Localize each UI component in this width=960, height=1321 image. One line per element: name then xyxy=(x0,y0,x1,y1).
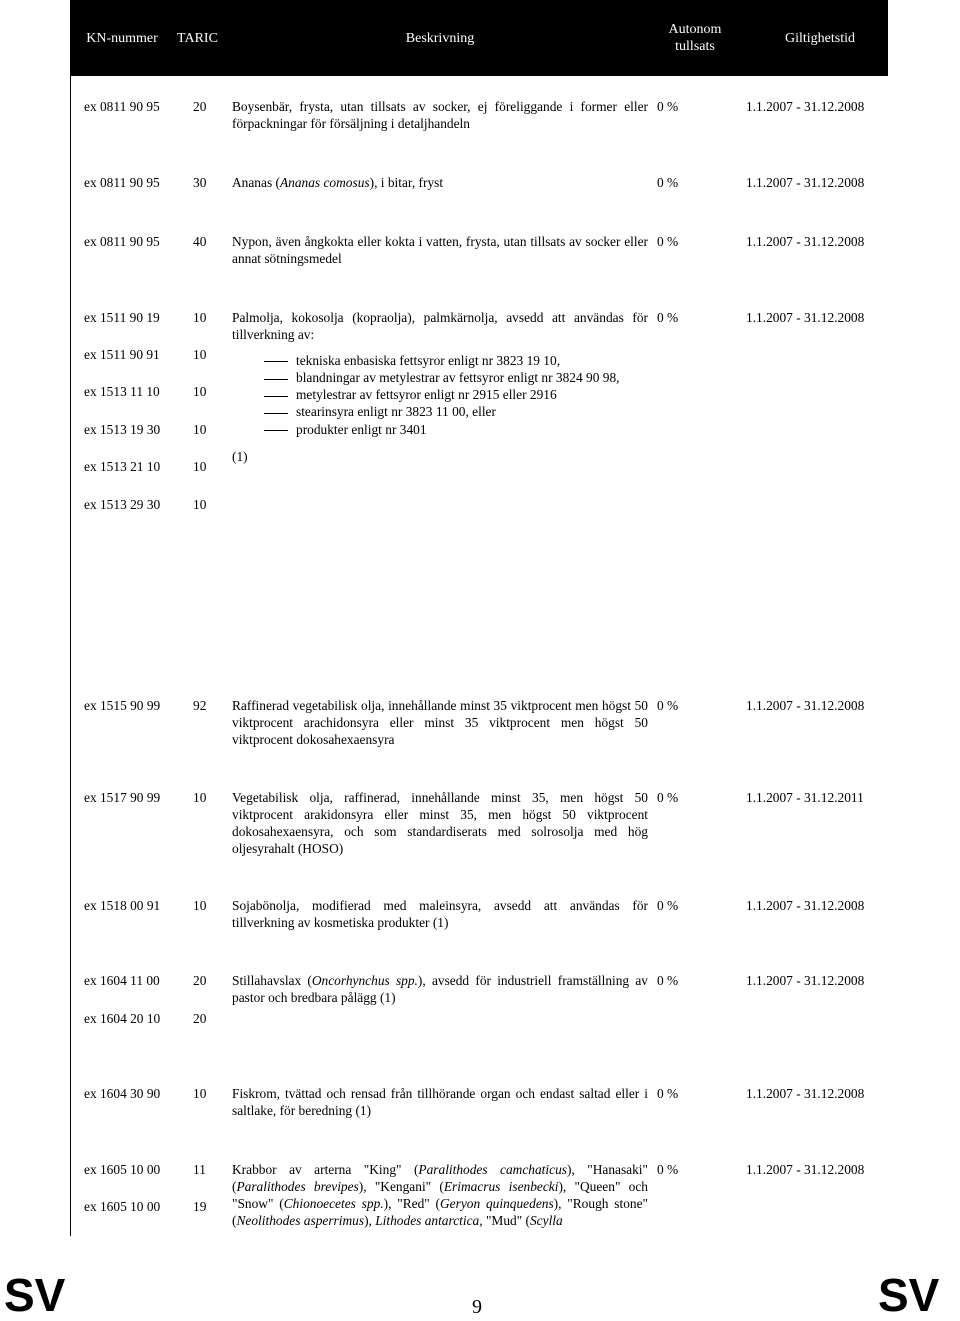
row-kn: ex 1513 19 30 xyxy=(84,422,161,437)
row-rate: 0 % xyxy=(657,1162,679,1177)
row-description: Raffinerad vegetabilisk olja, innehållande minst 35 viktprocent men högst 50 viktprocent arachidonsyra eller minst 35 viktprocent men högst 50 viktprocent dokosahexaensyra xyxy=(232,698,648,747)
row-kn: ex 1517 90 99 xyxy=(84,790,161,805)
species-name: Erimacrus isenbecki xyxy=(443,1179,559,1194)
header-autonom-line2: tullsats xyxy=(675,39,715,54)
language-code-right: SV xyxy=(878,1269,940,1321)
list-dash xyxy=(264,430,288,431)
row-kn: ex 0811 90 95 xyxy=(84,99,160,114)
list-item: blandningar av metylestrar av fettsyror enligt nr 3824 90 98, xyxy=(296,370,620,385)
page-number: 9 xyxy=(472,1296,482,1318)
row-rate: 0 % xyxy=(657,1086,679,1101)
row-kn: ex 1515 90 99 xyxy=(84,698,161,713)
desc-text: ), "Red" ( xyxy=(383,1196,441,1211)
list-item: tekniska enbasiska fettsyror enligt nr 3823 19 10, xyxy=(296,353,561,368)
row-kn: ex 1604 20 10 xyxy=(84,1011,161,1026)
desc-text: Stillahavslax ( xyxy=(232,973,312,988)
list-item: stearinsyra enligt nr 3823 11 00, eller xyxy=(296,404,496,419)
row-taric: 10 xyxy=(193,422,207,437)
row-rate: 0 % xyxy=(657,99,679,114)
desc-text: ), "Queen" och "Snow" ( xyxy=(232,1179,648,1211)
row-validity: 1.1.2007 - 31.12.2008 xyxy=(746,1086,865,1101)
table-left-border xyxy=(70,76,71,1236)
list-dash xyxy=(264,396,288,397)
row-description: Palmolja, kokosolja (kopraolja), palmkärnolja, avsedd att användas för tillverkning av: xyxy=(232,310,648,342)
row-taric: 10 xyxy=(193,459,207,474)
row-taric: 20 xyxy=(193,973,207,988)
row-taric: 10 xyxy=(193,790,207,805)
row-validity: 1.1.2007 - 31.12.2008 xyxy=(746,175,865,190)
desc-text: ), "Hanasaki" ( xyxy=(232,1162,648,1194)
row-description: Vegetabilisk olja, raffinerad, innehållande minst 35, men högst 50 viktprocent arakidonsyra eller minst 35, men högst 50 viktprocent dokosahexaensyra, och som standardiserats med solrosolja med hög oljesyrahalt (HOSO) xyxy=(232,790,648,856)
row-kn: ex 1604 30 90 xyxy=(84,1086,161,1101)
row-rate: 0 % xyxy=(657,234,679,249)
row-validity: 1.1.2007 - 31.12.2008 xyxy=(746,1162,865,1177)
row-validity: 1.1.2007 - 31.12.2008 xyxy=(746,234,865,249)
row-rate: 0 % xyxy=(657,898,679,913)
row-taric: 10 xyxy=(193,1086,207,1101)
row-rate: 0 % xyxy=(657,698,679,713)
header-kn: KN-nummer xyxy=(86,31,158,46)
desc-text: Krabbor av arterna "King" ( xyxy=(232,1162,419,1177)
row-kn: ex 1513 29 30 xyxy=(84,497,161,512)
desc-text: ), xyxy=(364,1213,376,1228)
row-validity: 1.1.2007 - 31.12.2008 xyxy=(746,898,865,913)
row-validity: 1.1.2007 - 31.12.2008 xyxy=(746,698,865,713)
row-rate: 0 % xyxy=(657,310,679,325)
species-name: Paralithodes camchaticus xyxy=(418,1162,567,1177)
desc-text: , "Mud" ( xyxy=(479,1213,530,1228)
row-description xyxy=(232,174,648,191)
row-taric: 10 xyxy=(193,898,207,913)
row-rate: 0 % xyxy=(657,973,679,988)
list-dash xyxy=(264,361,288,362)
desc-text: ), "Kengani" ( xyxy=(358,1179,444,1194)
row-description xyxy=(232,972,648,1006)
list-dash xyxy=(264,379,288,380)
row-kn: ex 1605 10 00 xyxy=(84,1199,161,1214)
species-name: Neolithodes asperrimus xyxy=(236,1213,365,1228)
desc-text: ), avsedd för industriell framställning av pastor och bredbara pålägg (1) xyxy=(232,973,648,1005)
row-kn: ex 0811 90 95 xyxy=(84,234,160,249)
header-autonom-line1: Autonom xyxy=(668,22,722,37)
row-kn: ex 1513 11 10 xyxy=(84,384,160,399)
row-rate: 0 % xyxy=(657,175,679,190)
row-kn: ex 1604 11 00 xyxy=(84,973,160,988)
list-item: produkter enligt nr 3401 xyxy=(296,422,427,437)
row-taric: 40 xyxy=(193,234,207,249)
row-kn: ex 1513 21 10 xyxy=(84,459,161,474)
species-name: Scylla xyxy=(529,1213,563,1228)
row-description: Nypon, även ångkokta eller kokta i vatten, frysta, utan tillsats av socker eller annat sötningsmedel xyxy=(232,234,648,266)
row-taric: 10 xyxy=(193,384,207,399)
row-validity: 1.1.2007 - 31.12.2008 xyxy=(746,310,865,325)
row-taric: 30 xyxy=(193,175,207,190)
header-taric: TARIC xyxy=(177,31,218,46)
row-taric: 20 xyxy=(193,1011,207,1026)
row-taric: 20 xyxy=(193,99,207,114)
row-taric: 10 xyxy=(193,497,207,512)
row-kn: ex 1511 90 19 xyxy=(84,310,160,325)
row-description xyxy=(232,1161,648,1229)
row-validity: 1.1.2007 - 31.12.2008 xyxy=(746,973,865,988)
row-taric: 11 xyxy=(193,1162,206,1177)
header-validity: Giltighetstid xyxy=(785,31,855,46)
species-name: Lithodes antarctica xyxy=(375,1213,480,1228)
species-name: Paralithodes brevipes xyxy=(236,1179,359,1194)
row-kn: ex 1511 90 91 xyxy=(84,347,160,362)
row-validity: 1.1.2007 - 31.12.2011 xyxy=(746,790,864,805)
desc-text: ), i bitar, fryst xyxy=(369,175,444,190)
species-name: Geryon quinquedens xyxy=(440,1196,554,1211)
row-kn: ex 0811 90 95 xyxy=(84,175,160,190)
row-taric: 10 xyxy=(193,310,207,325)
row-taric: 10 xyxy=(193,347,207,362)
footnote-ref: (1) xyxy=(232,449,248,464)
species-name: Oncorhynchus spp. xyxy=(311,973,418,988)
row-description: Fiskrom, tvättad och rensad från tillhörande organ och endast saltad eller i saltlake, för beredning (1) xyxy=(232,1086,648,1118)
row-taric: 19 xyxy=(193,1199,207,1214)
row-description: Sojabönolja, modifierad med maleinsyra, avsedd att användas för tillverkning av kosmetiska produkter (1) xyxy=(232,898,648,930)
language-code-left: SV xyxy=(4,1269,66,1321)
species-name: Chionoecetes spp. xyxy=(283,1196,384,1211)
species-name: Ananas comosus xyxy=(279,175,370,190)
list-item: metylestrar av fettsyror enligt nr 2915 eller 2916 xyxy=(296,387,557,402)
row-validity: 1.1.2007 - 31.12.2008 xyxy=(746,99,865,114)
desc-text: Ananas ( xyxy=(232,175,280,190)
header-description: Beskrivning xyxy=(405,31,475,46)
row-rate: 0 % xyxy=(657,790,679,805)
desc-text: ), "Rough stone" ( xyxy=(232,1196,649,1228)
list-dash xyxy=(264,413,288,414)
row-kn: ex 1518 00 91 xyxy=(84,898,161,913)
row-kn: ex 1605 10 00 xyxy=(84,1162,161,1177)
row-taric: 92 xyxy=(193,698,207,713)
row-description: Boysenbär, frysta, utan tillsats av socker, ej föreliggande i former eller förpackningar för försäljning i detaljhandeln xyxy=(232,99,648,131)
header-autonom xyxy=(650,21,740,55)
